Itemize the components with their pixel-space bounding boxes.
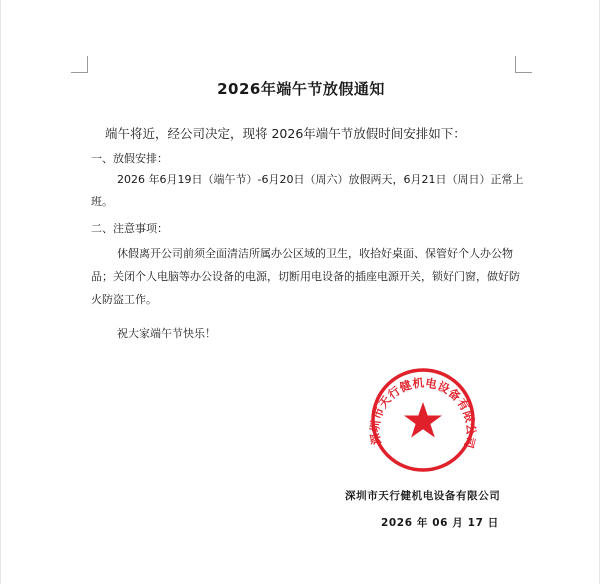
- section-2-line-2: 品；关闭个人电脑等办公设备的电源，切断用电设备的插座电源开关，锁好门窗，做好防: [91, 270, 520, 283]
- section-1-heading: 一、放假安排：: [91, 152, 168, 165]
- company-seal-stamp: [367, 364, 479, 476]
- greeting-line: 祝大家端午节快乐！: [117, 327, 216, 340]
- section-1-line-2: 班。: [91, 195, 113, 208]
- crop-mark-top-right: [515, 56, 532, 73]
- section-1-line-1: 2026 年6月19日（端午节）-6月20日（周六）放假两天，6月21日（周日）正常上: [117, 173, 524, 186]
- section-2-line-3: 火防盗工作。: [91, 293, 157, 306]
- section-2-heading: 二、注意事项：: [91, 222, 168, 235]
- document-title: 2026年端午节放假通知: [217, 80, 385, 98]
- seal-star-icon: [404, 402, 442, 438]
- intro-paragraph: 端午将近，经公司决定，现将 2026年端午节放假时间安排如下：: [105, 126, 466, 141]
- section-2-line-1: 休假离开公司前须全面清洁所属办公区域的卫生，收拾好桌面、保管好个人办公物: [117, 247, 513, 260]
- crop-mark-top-left: [71, 56, 88, 73]
- seal-text: 深圳市天行健机电设备有限公司: [367, 375, 479, 451]
- signature-date: 2026 年 06 月 17 日: [381, 517, 499, 529]
- company-signature: 深圳市天行健机电设备有限公司: [345, 490, 501, 502]
